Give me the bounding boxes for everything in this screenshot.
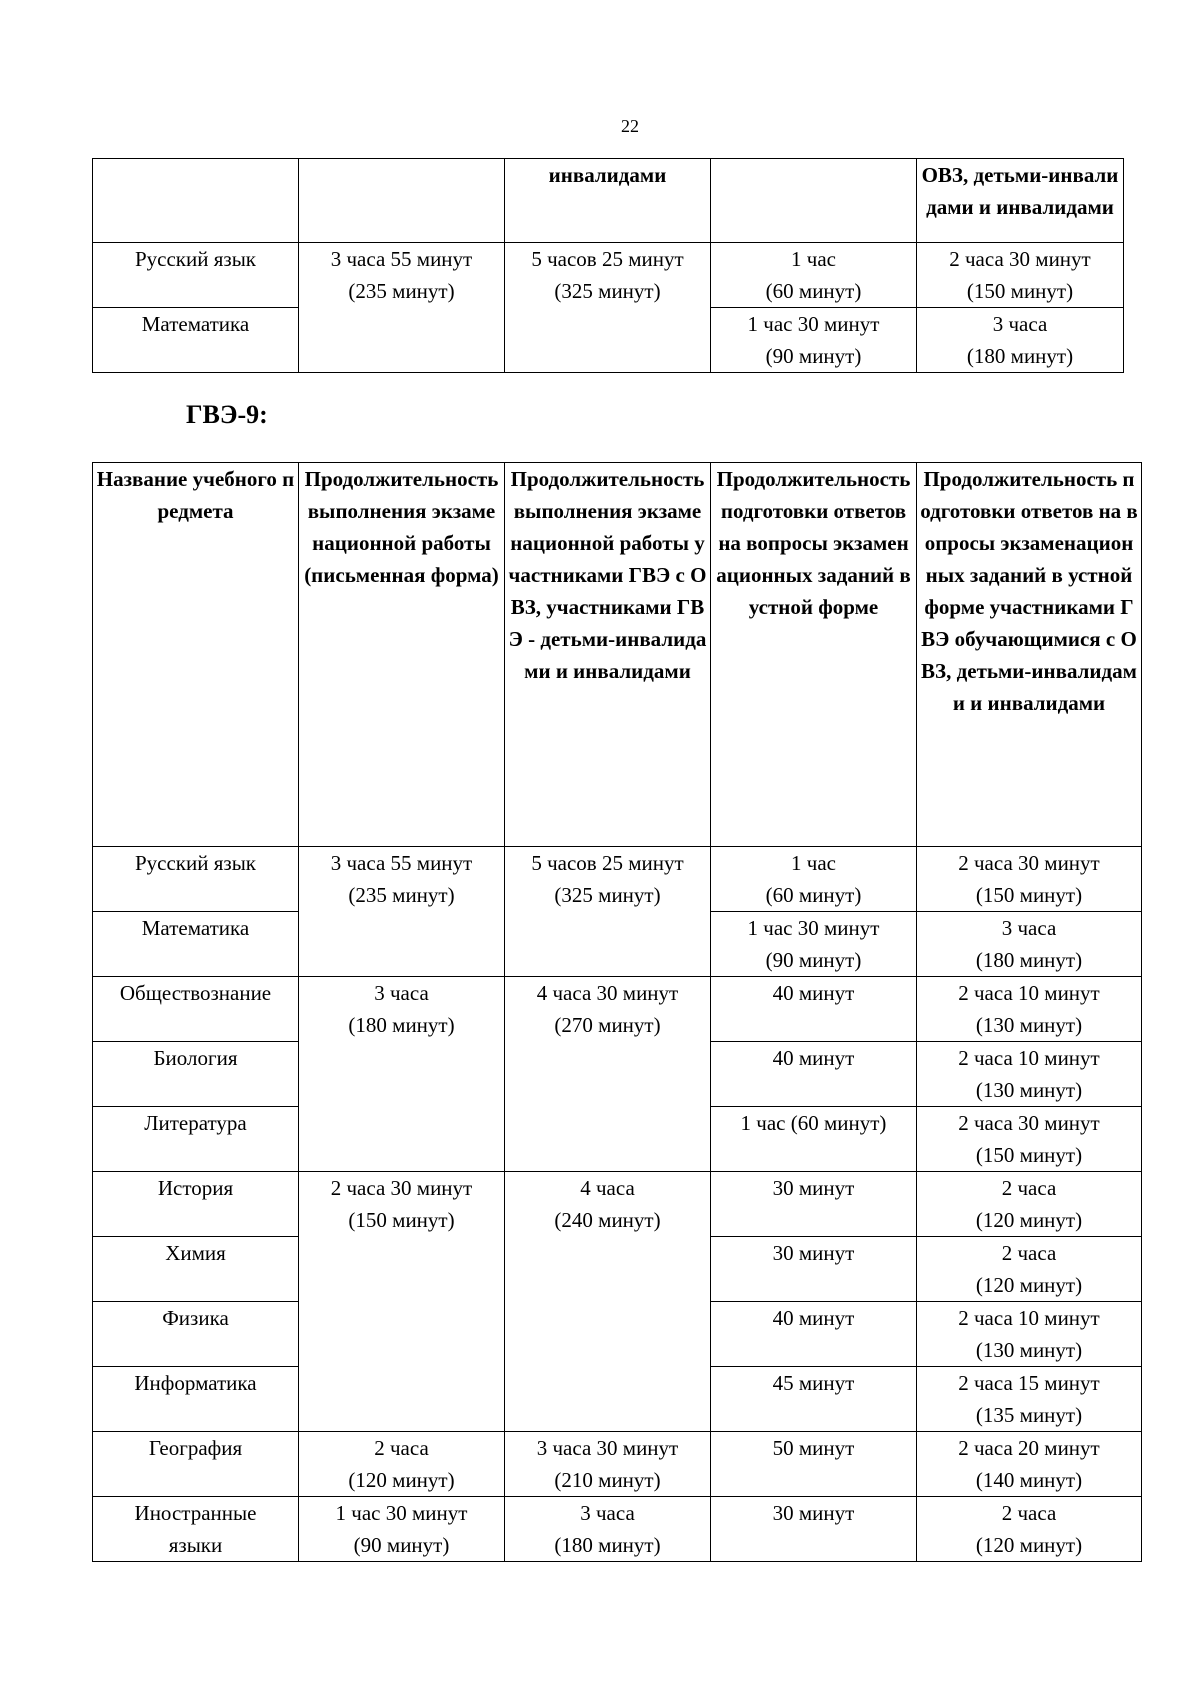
subject-cell: Химия bbox=[93, 1237, 299, 1302]
oral-ovz-duration-cell-line: (150 минут) bbox=[966, 279, 1074, 303]
oral-duration-cell: 30 минут bbox=[711, 1497, 917, 1562]
oral-duration-cell-line: (60 минут) bbox=[765, 279, 862, 303]
written-ovz-duration-cell-line: (240 минут) bbox=[554, 1208, 661, 1232]
table-row bbox=[93, 847, 1142, 912]
header-cell: Продолжительность выполнения экзаменационной работы участниками ГВЭ с ОВЗ, участниками ГВЭ - детьми-инвалидами и инвалидами bbox=[505, 463, 711, 847]
oral-duration-cell-line: 1 час 30 минут bbox=[747, 312, 880, 336]
written-ovz-duration-cell-line: 3 часа 30 минут bbox=[536, 1436, 679, 1460]
written-ovz-duration-cell-line: 5 часов 25 минут bbox=[531, 247, 684, 271]
subject-cell: Русский язык bbox=[93, 847, 299, 912]
oral-ovz-duration-cell-line: (130 минут) bbox=[975, 1078, 1083, 1102]
oral-duration-cell-line: (90 минут) bbox=[765, 948, 862, 972]
subject-cell: География bbox=[93, 1432, 299, 1497]
exam-duration-table bbox=[92, 462, 1142, 1562]
oral-duration-cell bbox=[711, 308, 917, 373]
oral-ovz-duration-cell-line: (180 минут) bbox=[966, 344, 1074, 368]
written-duration-cell-line: 3 часа 55 минут bbox=[330, 247, 473, 271]
oral-ovz-duration-cell-line: (130 минут) bbox=[975, 1338, 1083, 1362]
written-ovz-duration-cell-line: 3 часа bbox=[580, 1501, 635, 1525]
oral-ovz-duration-cell-line: 2 часа bbox=[1001, 1501, 1057, 1525]
oral-ovz-duration-cell-line: (150 минут) bbox=[975, 1143, 1083, 1167]
oral-duration-cell-line: (90 минут) bbox=[765, 344, 862, 368]
oral-duration-cell bbox=[711, 847, 917, 912]
written-ovz-duration-cell-line: (270 минут) bbox=[554, 1013, 661, 1037]
table-row bbox=[93, 977, 1142, 1042]
table-header-row bbox=[93, 463, 1142, 847]
written-ovz-duration-cell bbox=[505, 1172, 711, 1432]
written-duration-cell-line: 3 часа bbox=[374, 981, 429, 1005]
oral-ovz-duration-cell-line: 2 часа 10 минут bbox=[958, 981, 1100, 1005]
oral-ovz-duration-cell bbox=[917, 243, 1124, 308]
subject-cell: История bbox=[93, 1172, 299, 1237]
oral-ovz-duration-cell bbox=[917, 977, 1142, 1042]
oral-duration-cell: 40 минут bbox=[711, 1302, 917, 1367]
oral-ovz-duration-cell-line: 2 часа 10 минут bbox=[958, 1046, 1100, 1070]
table-header-row bbox=[93, 159, 1124, 243]
header-cell: Продолжительность выполнения экзаменационной работы (письменная форма) bbox=[299, 463, 505, 847]
written-duration-cell-line: 3 часа 55 минут bbox=[330, 851, 473, 875]
header-cell bbox=[93, 159, 299, 243]
subject-cell bbox=[93, 1497, 299, 1562]
written-ovz-duration-cell bbox=[505, 977, 711, 1172]
oral-ovz-duration-cell bbox=[917, 912, 1142, 977]
header-cell bbox=[299, 159, 505, 243]
oral-ovz-duration-cell-line: (120 минут) bbox=[975, 1208, 1083, 1232]
written-ovz-duration-cell-line: (325 минут) bbox=[554, 279, 661, 303]
table-row bbox=[93, 243, 1124, 308]
oral-ovz-duration-cell-line: 3 часа bbox=[992, 312, 1048, 336]
oral-duration-cell-line: 1 час bbox=[791, 851, 836, 875]
written-duration-cell-line: 2 часа 30 минут bbox=[330, 1176, 473, 1200]
written-ovz-duration-cell-line: 4 часа bbox=[580, 1176, 635, 1200]
written-duration-cell bbox=[299, 1172, 505, 1432]
subject-cell-line: языки bbox=[168, 1533, 223, 1557]
written-duration-cell-line: 1 час 30 минут bbox=[335, 1501, 468, 1525]
written-ovz-duration-cell-line: 5 часов 25 минут bbox=[531, 851, 684, 875]
oral-duration-cell: 30 минут bbox=[711, 1237, 917, 1302]
oral-ovz-duration-cell-line: 2 часа 30 минут bbox=[958, 1111, 1100, 1135]
oral-duration-cell: 30 минут bbox=[711, 1172, 917, 1237]
subject-cell: Литература bbox=[93, 1107, 299, 1172]
written-ovz-duration-cell bbox=[505, 1497, 711, 1562]
subject-cell: Математика bbox=[93, 308, 299, 373]
oral-duration-cell: 1 час (60 минут) bbox=[711, 1107, 917, 1172]
written-ovz-duration-cell bbox=[505, 847, 711, 977]
written-ovz-duration-cell-line: (210 минут) bbox=[554, 1468, 661, 1492]
page-number: 22 bbox=[621, 116, 639, 136]
header-cell: Продолжительность подготовки ответов на вопросы экзаменационных заданий в устной форме участниками ГВЭ обучающимися с ОВЗ, детьми-инвалидами и инвалидами bbox=[917, 463, 1142, 847]
written-ovz-duration-cell-line: (180 минут) bbox=[554, 1533, 661, 1557]
oral-ovz-duration-cell-line: (180 минут) bbox=[975, 948, 1083, 972]
oral-duration-cell: 40 минут bbox=[711, 1042, 917, 1107]
written-duration-cell-line: (235 минут) bbox=[348, 883, 455, 907]
written-duration-cell bbox=[299, 1497, 505, 1562]
oral-ovz-duration-cell-line: (130 минут) bbox=[975, 1013, 1083, 1037]
oral-ovz-duration-cell-line: (135 минут) bbox=[975, 1403, 1083, 1427]
oral-duration-cell-line: 1 час 30 минут bbox=[747, 916, 880, 940]
written-duration-cell bbox=[299, 1432, 505, 1497]
oral-ovz-duration-cell bbox=[917, 1302, 1142, 1367]
oral-ovz-duration-cell bbox=[917, 308, 1124, 373]
oral-ovz-duration-cell-line: (120 минут) bbox=[975, 1533, 1083, 1557]
oral-duration-cell-line: 1 час bbox=[791, 247, 836, 271]
subject-cell: Информатика bbox=[93, 1367, 299, 1432]
written-duration-cell-line: (235 минут) bbox=[348, 279, 455, 303]
oral-ovz-duration-cell-line: (140 минут) bbox=[975, 1468, 1083, 1492]
oral-ovz-duration-cell bbox=[917, 1237, 1142, 1302]
table-row bbox=[93, 1497, 1142, 1562]
oral-duration-cell bbox=[711, 243, 917, 308]
oral-duration-cell bbox=[711, 912, 917, 977]
oral-duration-cell: 50 минут bbox=[711, 1432, 917, 1497]
oral-ovz-duration-cell-line: (120 минут) bbox=[975, 1273, 1083, 1297]
subject-cell: Русский язык bbox=[93, 243, 299, 308]
subject-cell: Биология bbox=[93, 1042, 299, 1107]
written-ovz-duration-cell bbox=[505, 243, 711, 373]
written-duration-cell-line: (90 минут) bbox=[353, 1533, 450, 1557]
subject-cell: Обществознание bbox=[93, 977, 299, 1042]
written-duration-cell-line: (150 минут) bbox=[348, 1208, 455, 1232]
header-cell bbox=[711, 159, 917, 243]
oral-ovz-duration-cell-line: (150 минут) bbox=[975, 883, 1083, 907]
header-cell: Название учебного предмета bbox=[93, 463, 299, 847]
oral-ovz-duration-cell-line: 3 часа bbox=[1001, 916, 1057, 940]
oral-ovz-duration-cell bbox=[917, 1107, 1142, 1172]
oral-ovz-duration-cell-line: 2 часа 30 минут bbox=[958, 851, 1100, 875]
section-heading: ГВЭ-9: bbox=[186, 400, 268, 429]
written-duration-cell bbox=[299, 243, 505, 373]
written-duration-cell bbox=[299, 847, 505, 977]
subject-cell: Физика bbox=[93, 1302, 299, 1367]
written-duration-cell-line: (180 минут) bbox=[348, 1013, 455, 1037]
oral-duration-cell: 40 минут bbox=[711, 977, 917, 1042]
header-cell: ОВЗ, детьми-инвалидами и инвалидами bbox=[917, 159, 1124, 243]
written-duration-cell-line: 2 часа bbox=[374, 1436, 429, 1460]
oral-ovz-duration-cell-line: 2 часа bbox=[1001, 1176, 1057, 1200]
table-row bbox=[93, 1172, 1142, 1237]
oral-duration-cell-line: (60 минут) bbox=[765, 883, 862, 907]
oral-ovz-duration-cell-line: 2 часа 30 минут bbox=[949, 247, 1091, 271]
header-cell: инвалидами bbox=[505, 159, 711, 243]
written-duration-cell-line: (120 минут) bbox=[348, 1468, 455, 1492]
written-ovz-duration-cell-line: 4 часа 30 минут bbox=[536, 981, 679, 1005]
oral-ovz-duration-cell bbox=[917, 1367, 1142, 1432]
oral-ovz-duration-cell bbox=[917, 1042, 1142, 1107]
written-ovz-duration-cell-line: (325 минут) bbox=[554, 883, 661, 907]
top-table-fragment bbox=[92, 158, 1124, 373]
table-row bbox=[93, 1432, 1142, 1497]
oral-ovz-duration-cell-line: 2 часа 20 минут bbox=[958, 1436, 1100, 1460]
oral-ovz-duration-cell-line: 2 часа 10 минут bbox=[958, 1306, 1100, 1330]
oral-ovz-duration-cell-line: 2 часа 15 минут bbox=[958, 1371, 1100, 1395]
subject-cell: Математика bbox=[93, 912, 299, 977]
oral-ovz-duration-cell bbox=[917, 847, 1142, 912]
oral-ovz-duration-cell bbox=[917, 1172, 1142, 1237]
written-duration-cell bbox=[299, 977, 505, 1172]
oral-ovz-duration-cell bbox=[917, 1432, 1142, 1497]
written-ovz-duration-cell bbox=[505, 1432, 711, 1497]
oral-ovz-duration-cell-line: 2 часа bbox=[1001, 1241, 1057, 1265]
header-cell: Продолжительность подготовки ответов на вопросы экзаменационных заданий в устной форме bbox=[711, 463, 917, 847]
subject-cell-line: Иностранные bbox=[134, 1501, 257, 1525]
oral-duration-cell: 45 минут bbox=[711, 1367, 917, 1432]
oral-ovz-duration-cell bbox=[917, 1497, 1142, 1562]
